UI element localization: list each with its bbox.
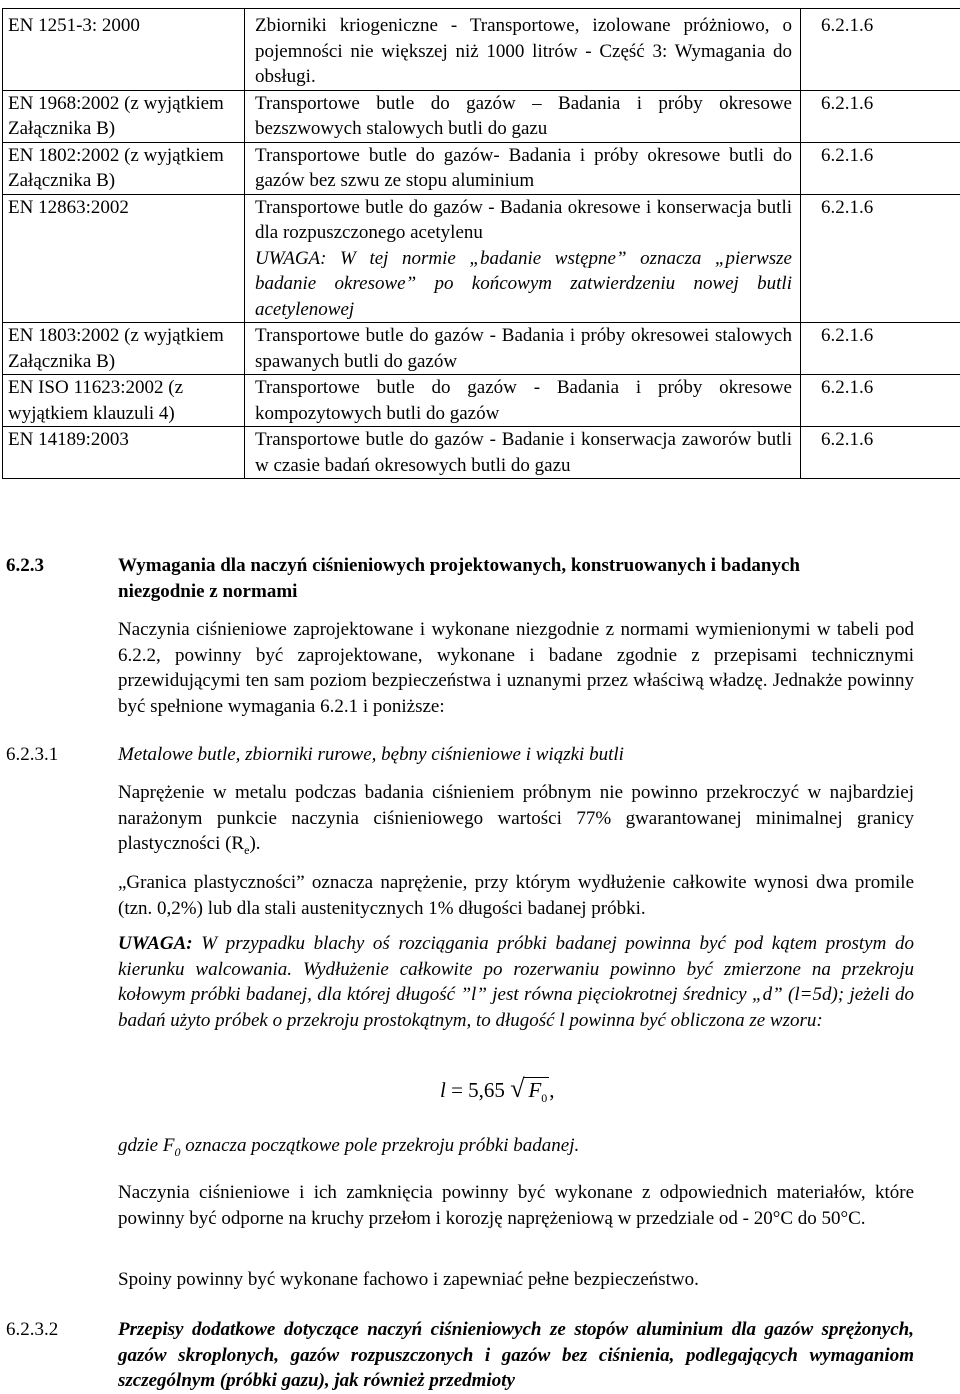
- table-row: [3, 9, 960, 91]
- formula-sub: 0: [541, 1091, 547, 1105]
- standard-cell: EN 1251-3: 2000: [3, 9, 245, 91]
- ref-cell: 6.2.1.6: [801, 427, 960, 479]
- note-text: W przypadku blachy oś rozciągania próbki badanej powinna być pod kątem prostym do kierunku walcowania. Wydłużenie całkowite po rozerwaniu powinno być zmierzone na przekroju kołowym próbki badanej, dla której długość ”l” jest równa pięciokrotnej średnicy „d” (l=5d); jeżeli do badań użyto próbek o przekroju prostokątnym, to długość l powinna być obliczona ze wzoru:: [118, 933, 914, 1031]
- formula-eq: = 5,65: [446, 1078, 505, 1102]
- ref-cell: 6.2.1.6: [801, 9, 960, 91]
- section-6-2-3-2-heading: [0, 1317, 960, 1392]
- table-row: [3, 375, 960, 427]
- section-6-2-3-1-heading: [0, 742, 960, 768]
- ref-cell: 6.2.1.6: [801, 90, 960, 142]
- where-text: gdzie F: [118, 1135, 174, 1156]
- paragraph-text: Naprężenie w metalu podczas badania ciśnieniem próbnym nie powinno przekroczyć w najbardziej narażonym punkcie naczynia ciśnieniowego wartości 77% gwarantowanej minimalnej granicy plastyczności (R: [118, 782, 914, 854]
- standard-cell: EN ISO 11623:2002 (z wyjątkiem klauzuli 4): [3, 375, 245, 427]
- paragraph: „Granica plastyczności” oznacza naprężenie, przy którym wydłużenie całkowite wynosi dwa promile (tzn. 0,2%) lub dla stali austenitycznych 1% długości badanej próbki.: [118, 870, 914, 921]
- title-cell: Transportowe butle do gazów - Badanie i konserwacja zaworów butli w czasie badań okresowych butli do gazu: [245, 427, 801, 479]
- table-row: [3, 323, 960, 375]
- title-cell: Transportowe butle do gazów - Badania i próby okresowei stalowych spawanych butli do gazów: [245, 323, 801, 375]
- paragraph-text: ).: [249, 833, 260, 854]
- subscript: 0: [174, 1145, 180, 1159]
- section-number: 6.2.3: [6, 553, 44, 579]
- subscript: e: [244, 843, 249, 857]
- where-text: oznacza początkowe pole przekroju próbki badanej.: [180, 1135, 579, 1156]
- paragraph: [118, 780, 914, 863]
- table-note: UWAGA: W tej normie „badanie wstępne” oznacza „pierwsze badanie okresowe” po końcowym zatwierdzeniu nowej butli acetylenowej: [255, 246, 792, 323]
- table-row: [3, 194, 960, 323]
- section-heading-line: Wymagania dla naczyń ciśnieniowych projektowanych, konstruowanych i badanych: [118, 553, 918, 579]
- section-number: 6.2.3.1: [6, 742, 58, 768]
- ref-cell: 6.2.1.6: [801, 142, 960, 194]
- title-cell: Transportowe butle do gazów - Badania i próby okresowe kompozytowych butli do gazów: [245, 375, 801, 427]
- table-row: [3, 142, 960, 194]
- note-paragraph: [118, 931, 914, 1033]
- title-cell: Transportowe butle do gazów- Badania i próby okresowe butli do gazów bez szwu ze stopu aluminium: [245, 142, 801, 194]
- standard-cell: EN 14189:2003: [3, 427, 245, 479]
- paragraph: Naczynia ciśnieniowe i ich zamknięcia powinny być wykonane z odpowiednich materiałów, które powinny być odporne na kruchy przełom i korozję naprężeniową w przedziale od - 20°C do 50°C.: [118, 1180, 914, 1231]
- title-cell: Zbiorniki kriogeniczne - Transportowe, izolowane próżniowo, o pojemności nie większej niż 1000 litrów - Część 3: Wymagania do obsługi.: [245, 9, 801, 91]
- standard-cell: EN 1802:2002 (z wyjątkiem Załącznika B): [3, 142, 245, 194]
- sqrt-symbol: [510, 1076, 549, 1112]
- standards-table: [2, 8, 960, 479]
- ref-cell: 6.2.1.6: [801, 194, 960, 323]
- section-heading: Przepisy dodatkowe dotyczące naczyń ciśnieniowych ze stopów aluminium dla gazów sprężonych, gazów skroplonych, gazów rozpuszczonych i gazów bez ciśnienia, podlegających wymaganiom szczególnym (próbki gazu), jak również przedmioty: [118, 1317, 914, 1394]
- standard-cell: EN 1803:2002 (z wyjątkiem Załącznika B): [3, 323, 245, 375]
- formula-tail: ,: [549, 1078, 554, 1102]
- paragraph: Spoiny powinny być wykonane fachowo i zapewniać pełne bezpieczeństwo.: [118, 1267, 914, 1293]
- paragraph: Naczynia ciśnieniowe zaprojektowane i wykonane niezgodnie z normami wymienionymi w tabeli pod 6.2.2, powinny być zaprojektowane, wykonane i badane zgodnie z przepisami technicznymi przewidującymi ten sam poziom bezpieczeństwa i uznanymi przez właściwą władzę. Jednakże powinny być spełnione wymagania 6.2.1 i poniższe:: [118, 617, 914, 719]
- section-heading-line: niezgodnie z normami: [118, 579, 918, 605]
- standard-cell: EN 1968:2002 (z wyjątkiem Załącznika B): [3, 90, 245, 142]
- ref-cell: 6.2.1.6: [801, 323, 960, 375]
- section-heading: Metalowe butle, zbiorniki rurowe, bębny ciśnieniowe i wiązki butli: [118, 742, 624, 768]
- table-row: [3, 427, 960, 479]
- note-label: UWAGA:: [118, 933, 193, 954]
- section-6-2-3-heading: [0, 553, 960, 605]
- section-number: 6.2.3.2: [6, 1317, 58, 1343]
- title-cell: [245, 194, 801, 323]
- radical-icon: √: [510, 1074, 524, 1103]
- ref-cell: 6.2.1.6: [801, 375, 960, 427]
- table-row: [3, 90, 960, 142]
- paragraph: [118, 1133, 914, 1165]
- formula: [440, 1076, 555, 1112]
- title-text: Transportowe butle do gazów - Badania okresowe i konserwacja butli dla rozpuszczonego acetylenu: [255, 197, 792, 244]
- formula-lhs: l: [440, 1078, 446, 1102]
- standard-cell: EN 12863:2002: [3, 194, 245, 323]
- formula-radicand: F: [528, 1078, 541, 1102]
- title-cell: Transportowe butle do gazów – Badania i próby okresowe bezszwowych stalowych butli do gazu: [245, 90, 801, 142]
